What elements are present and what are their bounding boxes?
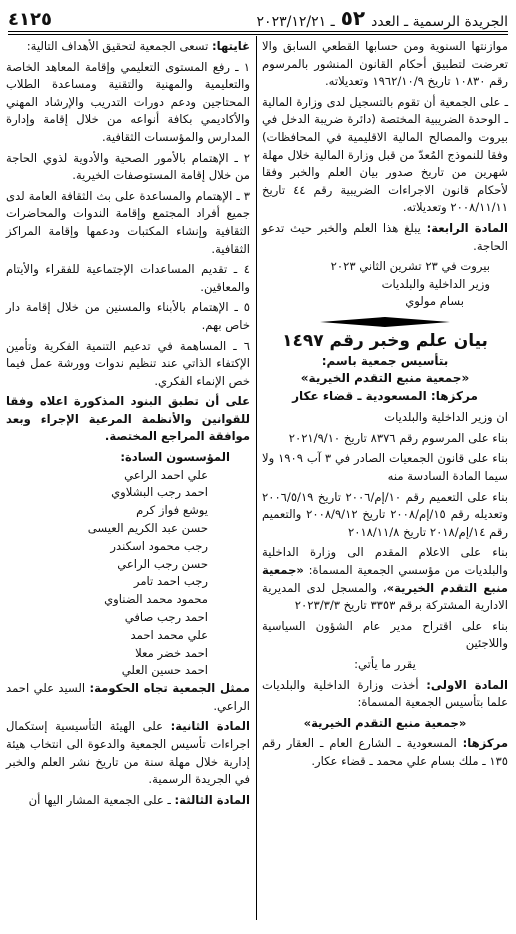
association-name: «جمعية منبع التقدم الخيرية»	[300, 371, 470, 386]
basis-4-text: بناء على الاعلام المقدم الى وزارة الداخلية والبلديات من مؤسسي الجمعية المسماة:	[262, 545, 508, 578]
article-text: يبلغ هذا العلم والخبر حيث تدعو الحاجة.	[262, 220, 508, 253]
list-item: علي محمد احمد	[130, 627, 208, 642]
list-item: حسن عبد الكريم العيسى	[87, 521, 208, 536]
article-two	[6, 718, 250, 788]
goal-4: ٤ ـ تقديم المساعدات الإجتماعية للفقراء والأيتام والمعاقين.	[6, 262, 250, 294]
list-item: رجب محمود اسكندر	[110, 538, 208, 553]
basis-4	[262, 544, 508, 614]
notice-title: بيان علم وخبر رقم ١٤٩٧	[282, 330, 488, 351]
hq-label: مركزها:	[462, 736, 508, 751]
government-rep	[6, 680, 250, 715]
right-column	[262, 38, 508, 774]
gazette-header	[257, 6, 508, 30]
article-label: المادة الثانية:	[170, 719, 250, 734]
header-rule-2	[8, 34, 508, 35]
article-one	[262, 677, 508, 712]
list-item: احمد رجب البشلاوي	[111, 485, 208, 500]
headquarters	[262, 735, 508, 770]
header-rule	[8, 31, 508, 32]
column-divider	[256, 36, 257, 920]
goal-5: ٥ ـ الإهتمام بالأبناء والمسنين من خلال إقامة دار خاص بهم.	[6, 300, 250, 332]
rep-label: ممثل الجمعية تجاه الحكومة:	[89, 681, 250, 696]
paragraph: موازنتها السنوية ومن حسابها القطعي السابق والا تعرضت لتطبيق أحكام القانون المنشور بالمرسوم رقم ١٠٨٣٠ تاريخ ١٩٦٢/١٠/٩ وتعديلاته.	[262, 39, 508, 89]
hq-text: المسعودية ـ الشارع العام ـ العقار رقم ١٣٥ ـ ملك بسام علي محمد ـ قضاء عكار.	[262, 736, 508, 768]
goal-3: ٣ ـ الإهتمام والمساعدة على بث الثقافة العامة لدى جميع أفراد المجتمع وإقامة الندوات والمحاضرات الثقافية وإنشاء المكتبات ودعمها وإقامة المراكز الثقافية.	[6, 188, 250, 256]
basis-3: بناء على التعميم رقم ١٠/إم/٢٠٠٦ تاريخ ٢٠٠٦/٥/١٩ وتعديله رقم ١٥/إم/٢٠٠٨ تاريخ ٢٠٠٨/٩/١٢ والتعميم رقم ١٤/إم/٢٠١٨ تاريخ ٢٠١٨/١١/٨	[262, 489, 508, 539]
article-three	[6, 792, 250, 810]
basis-2: بناء على قانون الجمعيات الصادر في ٣ آب ١٩٠٩ ولا سيما المادة السادسة منه	[262, 451, 508, 484]
article-text: ـ على الجمعية المشار اليها أن	[28, 792, 175, 807]
rep-text: السيد علي احمد الراعي.	[6, 681, 250, 713]
article-label: المادة الثالثة:	[174, 792, 250, 807]
goal-1: ١ ـ رفع المستوى التعليمي وإقامة المعاهد الخاصة والتعليمية والمهنية والتقنية ومساعدة الطلاب المحتاجين ودعم دورات التدريب والإرشاد المهني والأكاديمي بكافة أنواعه من خلال إقامة وإدارة المدارس والمؤسسات الثقافية.	[6, 59, 250, 144]
sign-name: بسام مولوي	[405, 294, 464, 309]
goals-text: تسعى الجمعية لتحقيق الأهداف التالية:	[26, 39, 212, 53]
basis-4-name: «جمعية منبع التقدم الخيرية»	[262, 563, 508, 595]
list-item: محمود محمد الضناوي	[104, 592, 208, 607]
association-hq: مركزها: المسعودية ـ قضاء عكار	[292, 388, 478, 403]
article-four	[262, 220, 508, 255]
page-header	[8, 4, 508, 30]
list-item: احمد رجب صافي	[124, 610, 208, 625]
notice-subtitle: بتأسيس جمعية باسم:	[321, 353, 449, 368]
decision-line: يقرر ما يأتي:	[354, 657, 416, 671]
list-item: علي احمد الراعي	[124, 467, 208, 482]
page-number: ٤١٢٥	[8, 9, 52, 30]
list-item: يوشع فواز كرم	[136, 503, 208, 518]
sign-title: وزير الداخلية والبلديات	[381, 276, 490, 291]
article-label: المادة الرابعة:	[426, 220, 508, 235]
article-label: المادة الاولى:	[426, 677, 508, 692]
basis-5: بناء على اقتراح مدير عام الشؤون السياسية واللاجئين	[262, 618, 508, 651]
goal-6: ٦ ـ المساهمة في تدعيم التنمية الفكرية وتأمين الإكتفاء الذاتي عند تنظيم ندوات وورشة عمل فيما خص الإنماء الفكري.	[6, 338, 250, 388]
goals-intro	[6, 38, 250, 56]
paragraph: ـ على الجمعية أن تقوم بالتسجيل لدى وزارة المالية ـ الوحدة الضريبية المختصة (دائرة ضريبة الدخل في بيروت والمصالح المالية الاقليمية في المحافظات) وفقا للنموذج المُعدّ من قبل وزارة المالية خلال مهلة شهرين من تاريخ صدور بيان العلم والخبر وفقا لأحكام قانون الاجراءات الضريبية رقم ٤٤ تاريخ ٢٠٠٨/١١/١١ وتعديلاته.	[262, 94, 508, 215]
condition: على أن تطبق البنود المذكورة اعلاه وفقا للقوانين والأنظمة المرعية الإجراء وبعد موافقة المراجع المختصة.	[6, 394, 250, 444]
list-item: احمد خضر معلا	[135, 645, 208, 660]
list-item: رجب احمد تامر	[133, 574, 208, 589]
issue-date: ـ ٢٠٢٣/١٢/٢١	[256, 14, 335, 30]
minister-line: ان وزير الداخلية والبلديات	[384, 410, 508, 425]
gazette-name: الجريدة الرسمية ـ العدد	[371, 14, 508, 30]
founders-label: المؤسسون السادة:	[120, 450, 230, 465]
article-text: أخذت وزارة الداخلية والبلديات علما بتأسيس الجمعية المسماة:	[262, 677, 508, 710]
list-item: احمد حسين العلي	[121, 663, 208, 678]
basis-4-tail: ، والمسجل لدى المديرية الادارية المشتركة برقم ٣٣٥٣ تاريخ ٢٠٢٣/٣/٣	[262, 580, 508, 613]
basis-1: بناء على المرسوم رقم ٨٣٧٦ تاريخ ٢٠٢١/٩/١٠	[288, 430, 508, 445]
article-one-name: «جمعية منبع التقدم الخيرية»	[303, 715, 467, 730]
founders-list	[6, 467, 250, 681]
sign-date: بيروت في ٢٣ تشرين الثاني ٢٠٢٣	[330, 259, 490, 274]
left-column	[6, 38, 250, 812]
issue-number: ٥٢	[340, 6, 366, 30]
goal-2: ٢ ـ الإهتمام بالأمور الصحية والأدوية لذوي الحاجة من خلال إقامة المستوصفات الخيرية.	[6, 150, 250, 183]
goals-label: غايتها:	[211, 39, 250, 53]
article-text: على الهيئة التأسيسية إستكمال اجراءات تأسيس الجمعية والدعوة الى انتخاب هيئة إدارية خلال مهلة سنة من تاريخ نشر العلم والخبر في الجريدة الرسمية.	[6, 719, 250, 787]
list-item: حسن رجب الراعي	[117, 556, 208, 571]
separator-ornament	[262, 317, 508, 327]
